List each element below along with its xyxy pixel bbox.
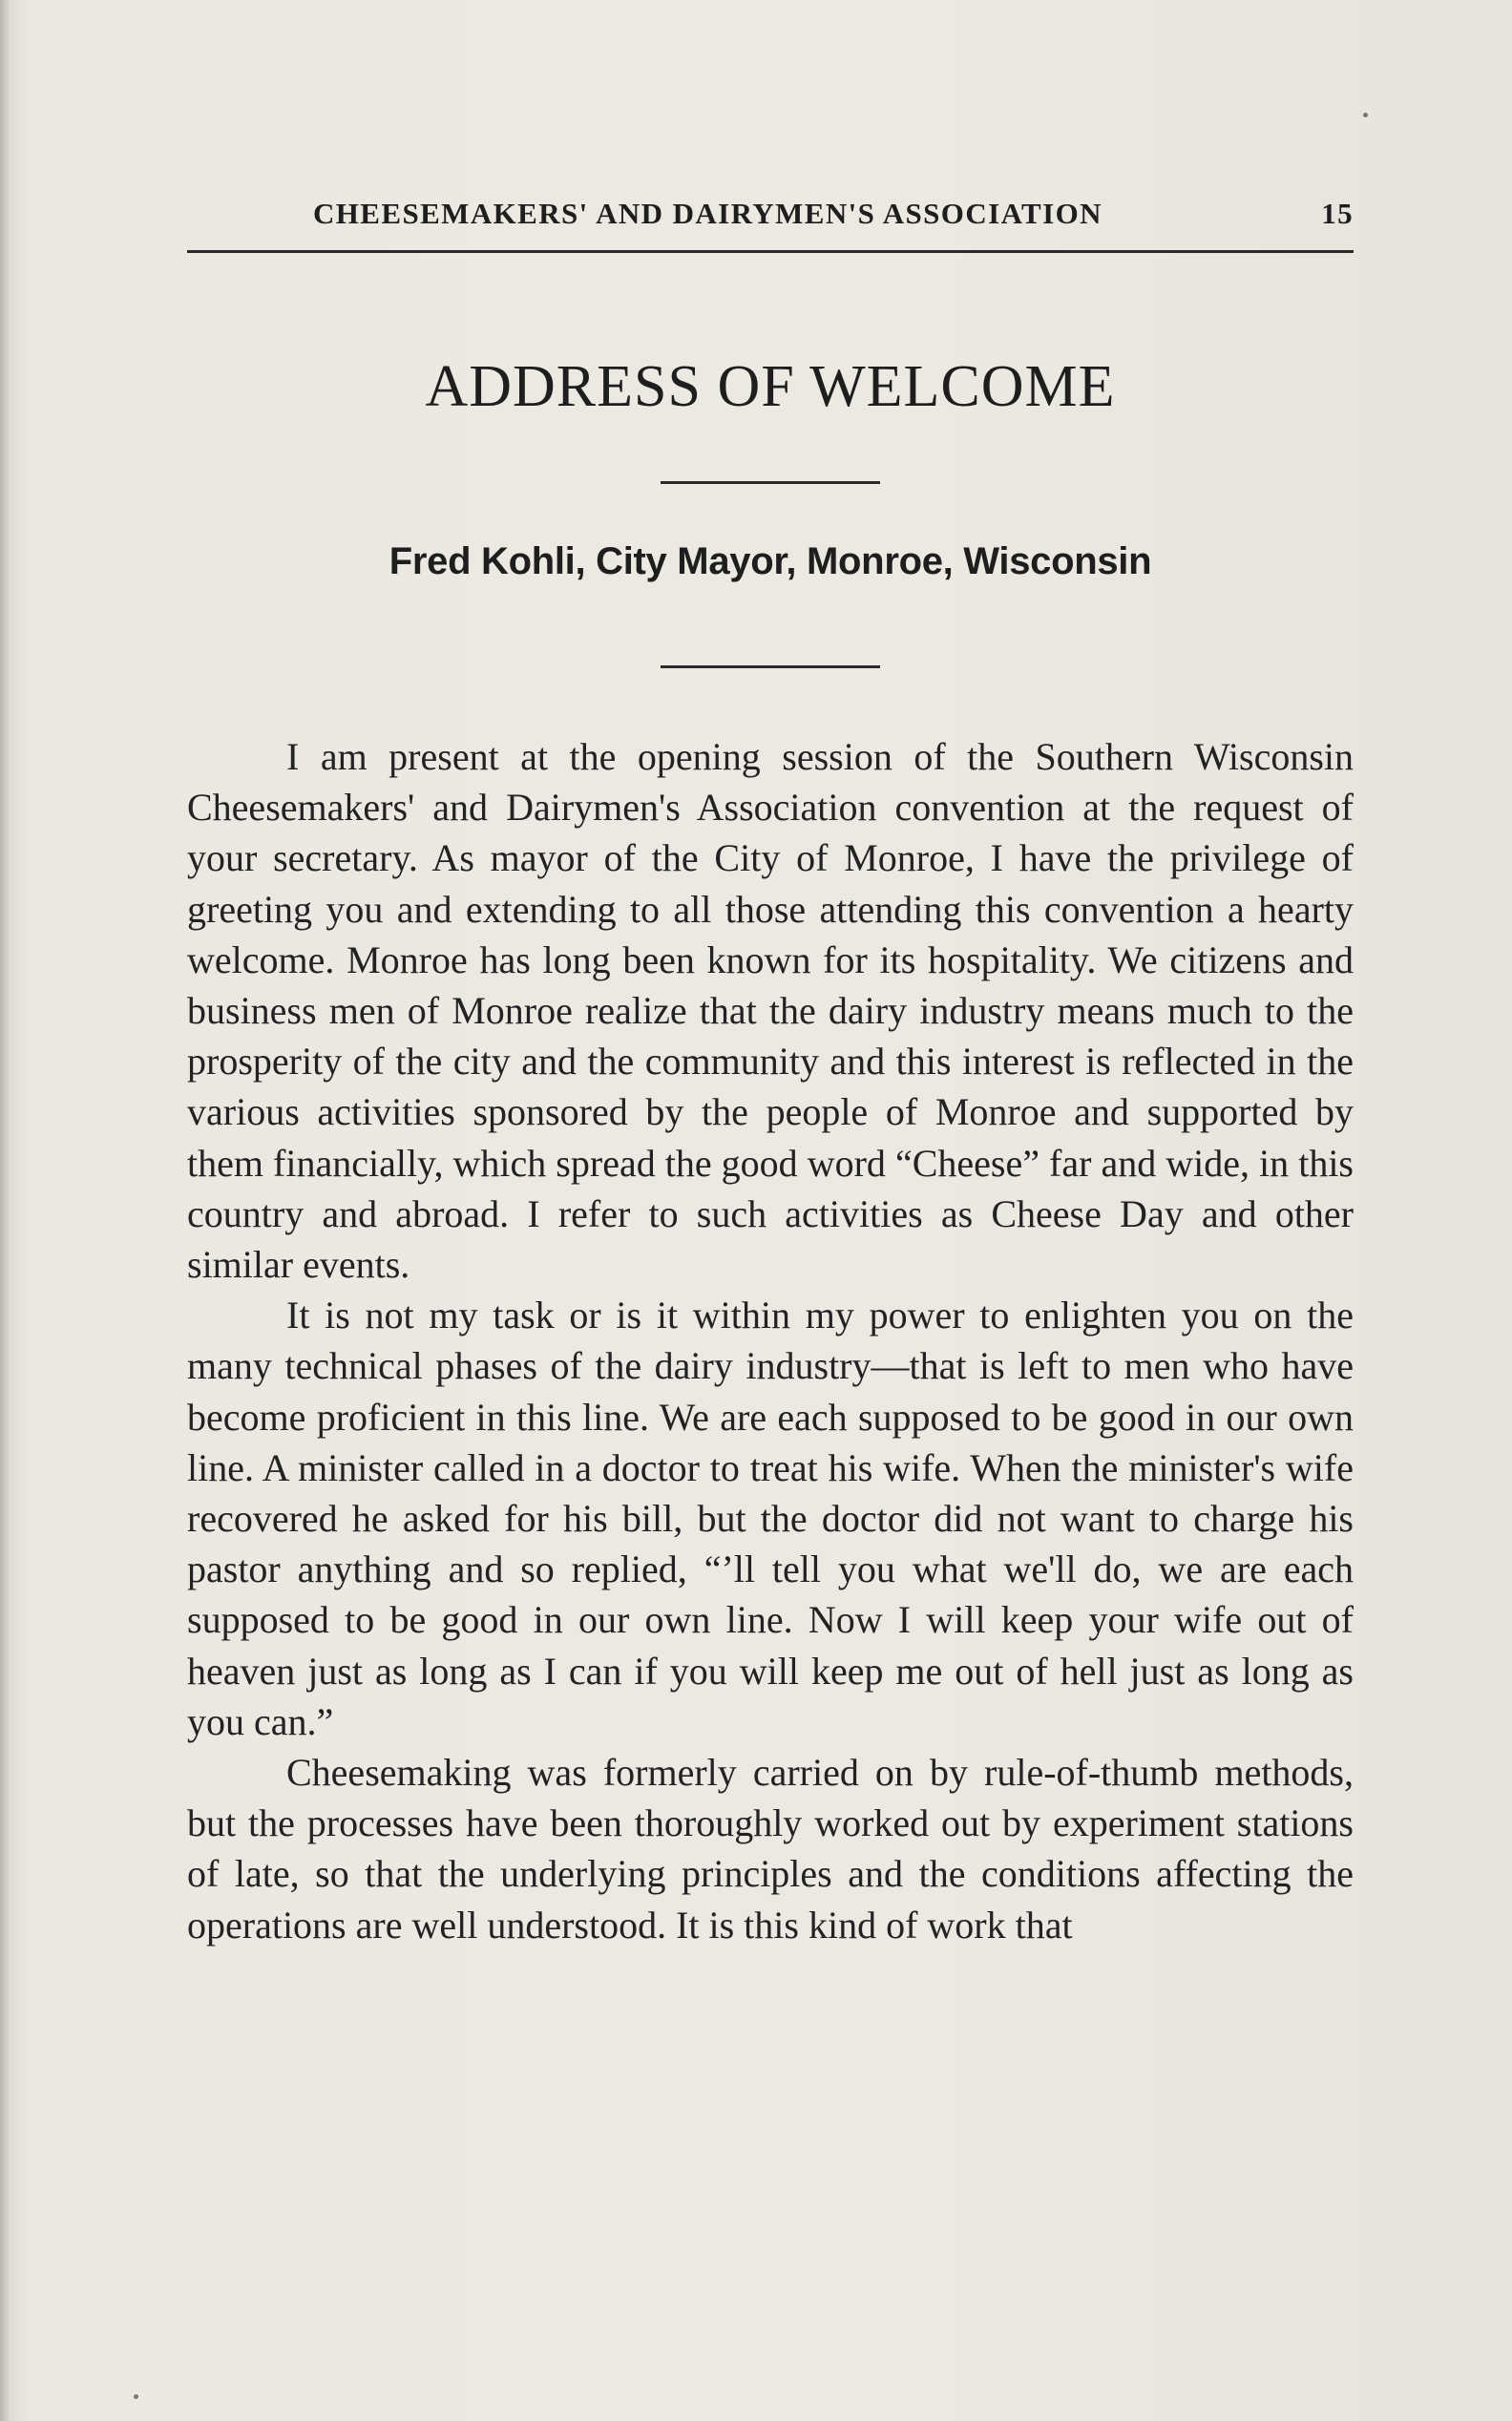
author-byline: Fred Kohli, City Mayor, Monroe, Wisconsin [388, 540, 1152, 582]
page-number: 15 [1321, 197, 1354, 230]
title-divider [661, 481, 880, 484]
page-edge-shadow [0, 0, 10, 2421]
article-body [187, 731, 1354, 1950]
running-head: CHEESEMAKERS' AND DAIRYMEN'S ASSOCIATION [313, 197, 1102, 230]
article-title: ADDRESS OF WELCOME [425, 354, 1116, 419]
paragraph: I am present at the opening session of the Southern Wisconsin Cheesemakers' and Dairymen's Association convention at the request of your secretary. As mayor of the City of Monroe, I have the privilege of greeting you and extending to all those attending this convention a hearty welcome. Monroe has long been known for its hospitality. We citizens and business men of Monroe realize that the dairy industry means much to the prosperity of the city and the community and this interest is reflected in the various activities sponsored by the people of Monroe and supported by them financially, which spread the good word “Cheese” far and wide, in this country and abroad. I refer to such activities as Cheese Day and other similar events. [187, 735, 1354, 1287]
print-speck [1363, 113, 1368, 117]
paragraph: Cheesemaking was formerly carried on by rule-of-thumb methods, but the processes have been thoroughly worked out by experiment stations of late, so that the underlying principles and the conditions affecting the operations are well understood. It is this kind of work that [187, 1751, 1354, 1947]
page-header [187, 191, 1354, 239]
header-rule [187, 250, 1354, 253]
print-speck [134, 2394, 138, 2399]
paragraph: It is not my task or is it within my power to enlighten you on the many technical phases of the dairy industry—that is left to men who have become proficient in this line. We are each supposed to be good in our own line. A minister called in a doctor to treat his wife. When the minister's wife recovered he asked for his bill, but the doctor did not want to charge his pastor anything and so replied, “’ll tell you what we'll do, we are each supposed to be good in our own line. Now I will keep your wife out of heaven just as long as I can if you will keep me out of hell just as long as you can.” [187, 1294, 1354, 1743]
byline-divider [661, 665, 880, 668]
